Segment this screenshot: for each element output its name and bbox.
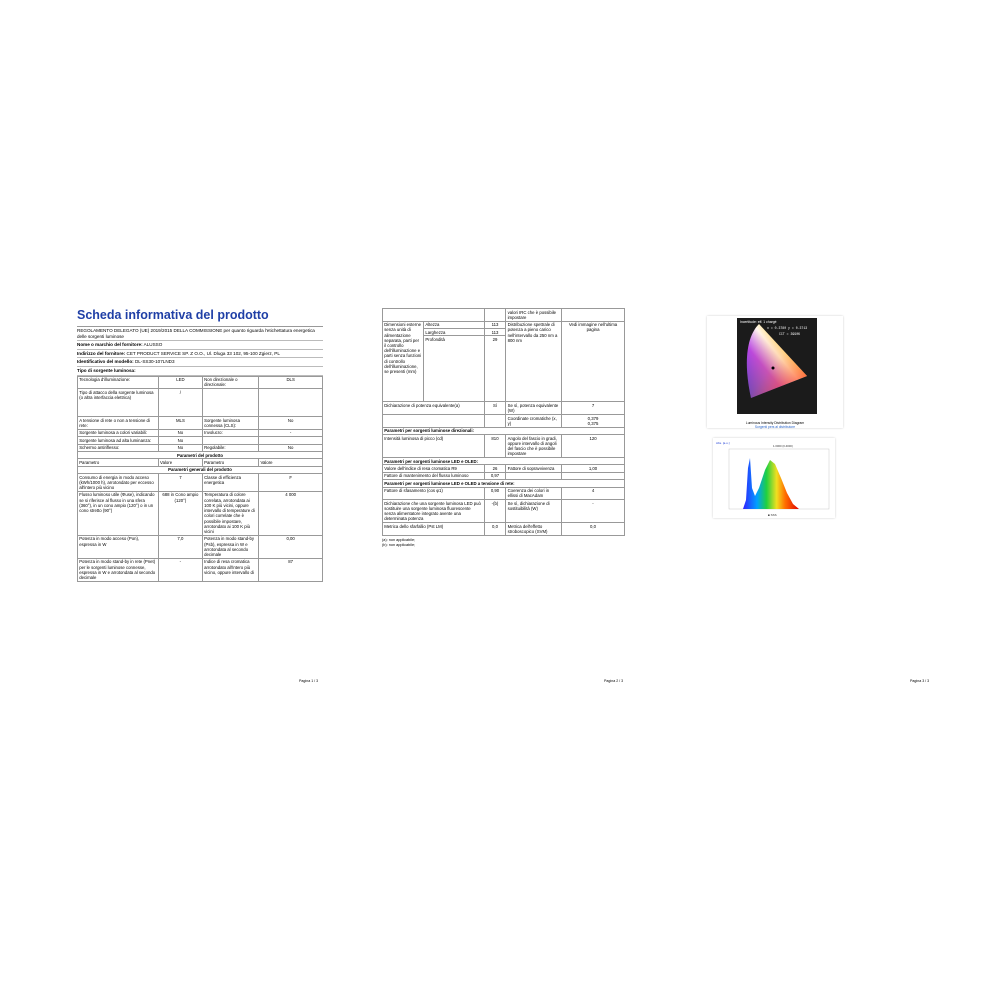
cell	[383, 414, 485, 427]
cell: Potenza in modo acceso (Pon), espressa in W	[78, 535, 159, 558]
cell: Vedi immagine nell'ultima pagina	[562, 321, 625, 402]
cell	[259, 389, 323, 417]
cell: Dichiarazione di potenza equivalente(a)	[383, 402, 485, 415]
cell: No	[158, 429, 202, 436]
cell: Tipo di attacco della sorgente luminosa (o altra interfaccia elettrica)	[78, 389, 159, 417]
section-header	[383, 457, 625, 464]
cell: 0,0	[484, 523, 506, 536]
brand-line	[77, 341, 323, 350]
table-row	[78, 535, 323, 558]
cell: Dimensioni esterne senza unità di alimentazione separata, parti per il controllo dell'illuminazione e parti senza funzioni di controllo dell'illuminazione, se presenti (mm)	[383, 321, 424, 402]
cell: -(b)	[484, 500, 506, 523]
table-row	[78, 474, 323, 492]
section-header	[78, 466, 323, 473]
section-header	[383, 480, 625, 487]
cell: Tecnologia d'illuminazione:	[78, 376, 159, 389]
spectral-distribution-chart	[713, 438, 835, 518]
address-line	[77, 350, 323, 359]
cell: Regolabile:	[202, 444, 258, 451]
brand-label: Nome o marchio del fornitore:	[77, 342, 143, 348]
table-header-row	[78, 459, 323, 466]
cell: No	[158, 444, 202, 451]
cell: Fattore di sopravvivenza	[506, 465, 562, 472]
cell: Schermo antiriflesso:	[78, 444, 159, 451]
column-header: Valore	[259, 459, 323, 466]
table-row	[78, 444, 323, 451]
cell	[506, 472, 562, 479]
source-type-line	[77, 367, 323, 376]
footnotes	[382, 538, 625, 549]
cell: 0,379 0,375	[562, 414, 625, 427]
cell: Altezza	[424, 321, 485, 328]
section-title: Parametri generali del prodotto	[78, 466, 323, 473]
address-value: CET PRODUCT SERVICE SP. Z O.O., Ul. Dluga 33 102, 95-100 Zgierz, PL	[126, 350, 280, 356]
cell: Dichiarazione che una sorgente luminosa LED può sostituire una sorgente luminosa fluorescente senza alimentatore integrato avente una determinata potenza	[383, 500, 485, 523]
spd-legend: ■ SSS	[768, 513, 777, 517]
address-label: Indirizzo del fornitore:	[77, 350, 126, 356]
cell: Profondità	[424, 336, 485, 402]
table-row	[78, 376, 323, 389]
cell: -	[259, 429, 323, 436]
cell: A tensione di rete o non a tensione di rete:	[78, 417, 159, 430]
cell: Potenza in modo stand-by in rete (Pnet) per le sorgenti luminose connesse, espressa in W e arrotondata al secondo decimale	[78, 558, 159, 581]
cell: Potenza in modo stand-by (Psb), espressa in W e arrotondata al secondo decimale	[202, 535, 258, 558]
cie-title: Incertitude: eff. 1 chargé	[740, 320, 777, 324]
table-row	[383, 465, 625, 472]
cell: F	[259, 474, 323, 492]
cell: Se sì, dichiarazione di sostituibilità (W)	[506, 500, 562, 523]
page-number-1: Pagina 1 / 3	[299, 679, 319, 683]
table-row	[78, 429, 323, 436]
spd-title: 1.0000 (0.4000)	[773, 444, 793, 448]
cell: 7	[562, 402, 625, 415]
table-row	[383, 414, 625, 427]
cell: Se sì, potenza equivalente (W)	[506, 402, 562, 415]
table-row	[383, 472, 625, 479]
cell: Indice di resa cromatica arrotondato all'intero più vicino, oppure intervallo di	[202, 558, 258, 581]
regulation-text: REGOLAMENTO DELEGATO (UE) 2019/2015 DELLA COMMISSIONE per quanto riguarda l'etichettatura energetica delle sorgenti luminose	[77, 327, 323, 341]
cell: 26	[484, 465, 506, 472]
spec-table-page2	[382, 308, 625, 536]
cell: 0,0	[562, 523, 625, 536]
spd-chart-image	[713, 438, 835, 518]
cell	[383, 309, 485, 322]
cell: Involucro:	[202, 429, 258, 436]
cell: Distribuzione spettrale di potenza a pieno carico nell'intervallo da 250 nm a 800 nm	[506, 321, 562, 402]
section-title: Parametri del prodotto	[78, 451, 323, 458]
page-number-2: Pagina 2 / 3	[604, 679, 624, 683]
section-title: Parametri per sorgenti luminose LED e OLED a tensione di rete:	[383, 480, 625, 487]
cell: No	[158, 437, 202, 444]
model-label: Identificativo del modello:	[77, 359, 134, 365]
cell: 113	[484, 328, 506, 335]
cell: 120	[562, 434, 625, 457]
spec-table-page1	[77, 376, 323, 582]
table-row	[383, 434, 625, 457]
spd-ylabel: Abs. [a.u.]	[716, 441, 730, 445]
cell: Fattore di mantenimento del flusso luminoso	[383, 472, 485, 479]
cell	[202, 437, 258, 444]
model-value: DL-SS30-107LND3	[134, 359, 175, 365]
cell: 7,0	[158, 535, 202, 558]
cell: LED	[158, 376, 202, 389]
table-row	[78, 417, 323, 430]
cell: 688 in Cono ampio (120°)	[158, 491, 202, 535]
table-row	[78, 437, 323, 444]
footnote-a: (a): non applicabile;	[382, 537, 416, 542]
column-header: Valore	[158, 459, 202, 466]
cell: 4 000	[259, 491, 323, 535]
cell	[562, 472, 625, 479]
table-row	[78, 491, 323, 535]
cell: No	[259, 444, 323, 451]
cell: 4	[562, 487, 625, 500]
cell: 113	[484, 321, 506, 328]
cie-caption: Luminous Intensity Distribution Diagram	[745, 421, 805, 425]
page-number-3: Pagina 3 / 3	[910, 679, 930, 683]
cell: Sorgente luminosa ad alta luminanza:	[78, 437, 159, 444]
cie-readout-xy: x = 0.3780 y = 0.3713	[767, 326, 808, 330]
cell: /	[158, 389, 202, 417]
page-3	[707, 316, 843, 518]
page-2	[382, 308, 625, 549]
cell	[259, 437, 323, 444]
cell	[562, 309, 625, 322]
cell: valori IRC che è possibile impostare	[506, 309, 562, 322]
cell: Consumo di energia in modo acceso (kWh/1000 h), arrotondato per eccesso all'intero più vicino	[78, 474, 159, 492]
cell: Flusso luminoso utile (Φuse), indicando se si riferisce al flusso in una sfera (360°), in un cono ampio (120°) o in un cono stretto (90°)	[78, 491, 159, 535]
page-1	[77, 308, 323, 582]
cie-chromaticity-diagram	[707, 316, 843, 416]
cell: Metrica dell'effetto stroboscopico (SVM)	[506, 523, 562, 536]
section-title: Parametri per sorgenti luminose direzionali:	[383, 427, 625, 434]
column-header: Parametro	[78, 459, 159, 466]
cell: 29	[484, 336, 506, 402]
table-row	[383, 523, 625, 536]
cell: Valore dell'indice di resa cromatica R9	[383, 465, 485, 472]
cell	[202, 389, 258, 417]
cell: Non direzionale o direzionale:	[202, 376, 258, 389]
cell: 0,90	[484, 487, 506, 500]
cell: Sorgente luminosa a colori variabili:	[78, 429, 159, 436]
cell: Sorgente luminosa connessa (CLS):	[202, 417, 258, 430]
footnote-b: (b): non applicabile;	[382, 543, 416, 548]
cell: -	[562, 500, 625, 523]
section-header	[78, 451, 323, 458]
cell: No	[259, 417, 323, 430]
model-line	[77, 358, 323, 367]
document-title: Scheda informativa del prodotto	[77, 308, 323, 327]
cell: 0,97	[484, 472, 506, 479]
section-header	[383, 427, 625, 434]
cell: DLS	[259, 376, 323, 389]
table-row	[383, 321, 625, 328]
table-row	[383, 487, 625, 500]
source-type-label: Tipo di sorgente luminosa:	[77, 367, 136, 373]
brand-value: ALUSSO	[143, 342, 163, 348]
cell: 0,00	[259, 535, 323, 558]
section-title: Parametri per sorgenti luminose LED e OLED:	[383, 457, 625, 464]
cie-diagram-image	[707, 316, 843, 428]
chromaticity-point	[772, 367, 775, 370]
cell: Sì	[484, 402, 506, 415]
cell	[484, 414, 506, 427]
table-row	[383, 402, 625, 415]
cie-readout-cct: CCT = 3990K	[779, 332, 801, 336]
cell: Intensità luminosa di picco (cd)	[383, 434, 485, 457]
cell: Larghezza	[424, 328, 485, 335]
table-row	[78, 558, 323, 581]
cell: Coerenza dei colori in ellissi di MacAdam	[506, 487, 562, 500]
cell: MLS	[158, 417, 202, 430]
cell	[484, 309, 506, 322]
cell: 1,00	[562, 465, 625, 472]
cell: 7	[158, 474, 202, 492]
cell: -	[158, 558, 202, 581]
cie-caption-2: Sorgenti pers al distributore	[754, 425, 796, 429]
table-row	[383, 309, 625, 322]
cell: Temperatura di colore correlata, arrotondata ai 100 K più vicini, oppure intervallo di temperature di colori correlate che è possibile impostare, arrotondato ai 100 K più vicini	[202, 491, 258, 535]
cell: 87	[259, 558, 323, 581]
cell: Metrica dello sfarfallio (Pst LM)	[383, 523, 485, 536]
table-row	[78, 389, 323, 417]
cell: Coordinate cromatiche (x, y)	[506, 414, 562, 427]
table-row	[383, 500, 625, 523]
cell: Classe di efficienza energetica	[202, 474, 258, 492]
cell: Angolo del fascio in gradi, oppure intervallo di angoli del fascio che è possibile impostare	[506, 434, 562, 457]
cell: 810	[484, 434, 506, 457]
column-header: Parametro	[202, 459, 258, 466]
cell: Fattore di sfasamento (cos φ1)	[383, 487, 485, 500]
